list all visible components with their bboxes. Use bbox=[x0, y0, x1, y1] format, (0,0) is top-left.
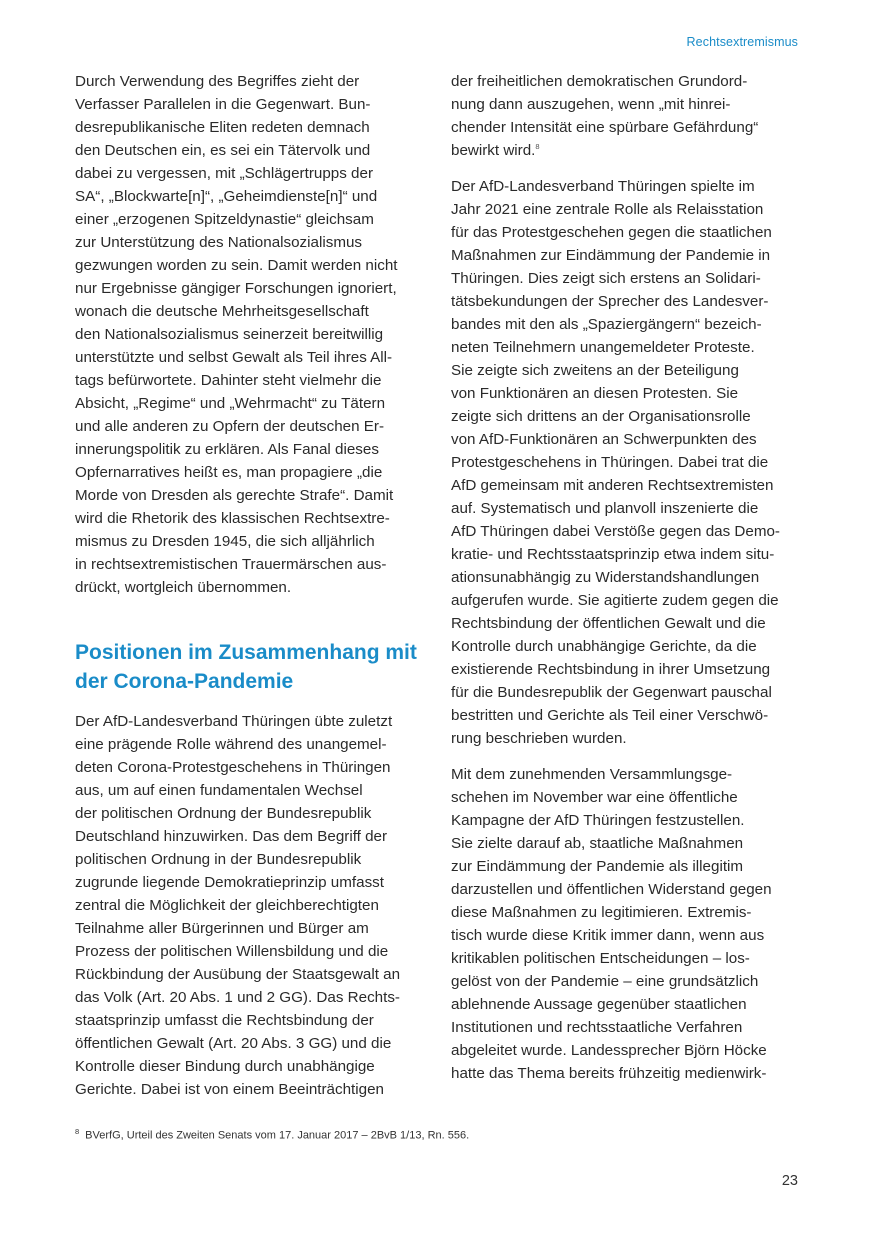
text-line: zentral die Möglichkeit der gleichberechtigten bbox=[75, 897, 379, 914]
text-line: Der AfD-Landesverband Thüringen spielte im bbox=[451, 178, 755, 195]
footnote bbox=[75, 1127, 469, 1142]
text-line: für das Protestgeschehen gegen die staatlichen bbox=[451, 224, 772, 241]
text-line: kritikablen politischen Entscheidungen – los- bbox=[451, 950, 750, 967]
text-line: Jahr 2021 eine zentrale Rolle als Relaisstation bbox=[451, 201, 764, 218]
text-line: staatsprinzip umfasst die Rechtsbindung der bbox=[75, 1012, 374, 1029]
text-line: neten Teilnehmern unangemeldeter Proteste. bbox=[451, 339, 755, 356]
text-line: nur Ergebnisse gängiger Forschungen ignoriert, bbox=[75, 280, 397, 297]
section-heading bbox=[75, 638, 423, 696]
text-line: Sie zeigte sich zweitens an der Beteiligung bbox=[451, 362, 739, 379]
footnote-text: BVerfG, Urteil des Zweiten Senats vom 17. Januar 2017 – 2BvB 1/13, Rn. 556. bbox=[85, 1129, 470, 1142]
text-line: hatte das Thema bereits frühzeitig medienwirk- bbox=[451, 1065, 767, 1082]
text-line: wonach die deutsche Mehrheitsgesellschaft bbox=[75, 303, 369, 320]
text-line: abgeleitet wurde. Landessprecher Björn Höcke bbox=[451, 1042, 767, 1059]
text-line: drückt, wortgleich übernommen. bbox=[75, 579, 292, 596]
text-line: Deutschland hinzuwirken. Das dem Begriff der bbox=[75, 828, 388, 845]
text-line: der politischen Ordnung der Bundesrepublik bbox=[75, 805, 372, 822]
text-line: Institutionen und rechtsstaatliche Verfahren bbox=[451, 1019, 743, 1036]
text-line: einer „erzogenen Spitzeldynastie“ gleichsam bbox=[75, 211, 374, 228]
text-line: den Nationalsozialismus seinerzeit bereitwillig bbox=[75, 326, 384, 343]
text-line: Sie zielte darauf ab, staatliche Maßnahmen bbox=[451, 835, 744, 852]
text-line: unterstützte und selbst Gewalt als Teil ihres All- bbox=[75, 349, 393, 366]
text-line: Verfasser Parallelen in die Gegenwart. Bun- bbox=[75, 96, 371, 113]
text-line: aus, um auf einen fundamentalen Wechsel bbox=[75, 782, 363, 799]
paragraph bbox=[451, 175, 799, 750]
text-line: zugrunde liegende Demokratieprinzip umfasst bbox=[75, 874, 384, 891]
text-line: in rechtsextremistischen Trauermärschen aus- bbox=[75, 556, 387, 573]
text-line: desrepublikanische Eliten redeten demnach bbox=[75, 119, 370, 136]
text-line: zur Eindämmung der Pandemie als illegitim bbox=[451, 858, 744, 875]
text-line: existierende Rechtsbindung in ihrer Umsetzung bbox=[451, 661, 771, 678]
text-line: SA“, „Blockwarte[n]“, „Geheimdienste[n]“ und bbox=[75, 188, 378, 205]
text-line: aufgerufen wurde. Sie agitierte zudem gegen die bbox=[451, 592, 779, 609]
right-column bbox=[451, 70, 799, 1098]
text-line: Gerichte. Dabei ist von einem Beeinträchtigen bbox=[75, 1081, 384, 1098]
text-line: Rückbindung der Ausübung der Staatsgewalt an bbox=[75, 966, 401, 983]
page-number: 23 bbox=[781, 1173, 798, 1189]
paragraph bbox=[75, 70, 423, 599]
text-line: ablehnende Aussage gegenüber staatlichen bbox=[451, 996, 747, 1013]
text-line: Mit dem zunehmenden Versammlungsge- bbox=[451, 766, 733, 783]
text-line: darzustellen und öffentlichen Widerstand gegen bbox=[451, 881, 772, 898]
text-line: AfD gemeinsam mit anderen Rechtsextremisten bbox=[451, 477, 774, 494]
text-line: kratie- und Rechtsstaatsprinzip etwa indem situ- bbox=[451, 546, 775, 563]
text-line: wird die Rhetorik des klassischen Rechtsextre- bbox=[75, 510, 390, 527]
text-line: rung beschrieben wurden. bbox=[451, 730, 627, 747]
text-line: zeigte sich drittens an der Organisationsrolle bbox=[451, 408, 751, 425]
text-line: bewirkt wird.$^8$ bbox=[451, 141, 540, 159]
left-column bbox=[75, 70, 423, 1114]
text-line: für die Bundesrepublik der Gegenwart pauschal bbox=[451, 684, 772, 701]
text-line: der freiheitlichen demokratischen Grundord- bbox=[451, 73, 748, 90]
text-line: deten Corona-Protestgeschehens in Thüringen bbox=[75, 759, 391, 776]
text-line: Opfernarratives heißt es, man propagiere „die bbox=[75, 464, 383, 481]
text-line: Thüringen. Dies zeigt sich erstens an Solidari- bbox=[451, 270, 761, 287]
text-line: Protestgeschehens in Thüringen. Dabei trat die bbox=[451, 454, 769, 471]
paragraph bbox=[451, 763, 799, 1085]
text-line: chender Intensität eine spürbare Gefährdung“ bbox=[451, 119, 759, 136]
text-line: von Funktionären an diesen Protesten. Sie bbox=[451, 385, 739, 402]
text-line: Morde von Dresden als gerechte Strafe“. Damit bbox=[75, 487, 394, 504]
text-line: öffentlichen Gewalt (Art. 20 Abs. 3 GG) und die bbox=[75, 1035, 392, 1052]
text-line: und alle anderen zu Opfern der deutschen Er- bbox=[75, 418, 385, 435]
text-line: tisch wurde diese Kritik immer dann, wenn aus bbox=[451, 927, 765, 944]
text-line: Prozess der politischen Willensbildung und die bbox=[75, 943, 389, 960]
text-line: politischen Ordnung in der Bundesrepublik bbox=[75, 851, 362, 868]
text-line: Rechtsbindung der öffentlichen Gewalt und die bbox=[451, 615, 766, 632]
text-line: nung dann auszugehen, wenn „mit hinrei- bbox=[451, 96, 731, 113]
text-line: auf. Systematisch und planvoll inszenierte die bbox=[451, 500, 759, 517]
text-line: Kampagne der AfD Thüringen festzustellen. bbox=[451, 812, 745, 829]
text-line: tags befürwortete. Dahinter steht vielmehr die bbox=[75, 372, 382, 389]
text-line: schehen im November war eine öffentliche bbox=[451, 789, 738, 806]
text-line: Teilnahme aller Bürgerinnen und Bürger am bbox=[75, 920, 369, 937]
text-line: mismus zu Dresden 1945, die sich alljährlich bbox=[75, 533, 375, 550]
text-line: bandes mit den als „Spaziergängern“ bezeich- bbox=[451, 316, 762, 333]
text-line: tätsbekundungen der Sprecher des Landesver- bbox=[451, 293, 769, 310]
text-line: Maßnahmen zur Eindämmung der Pandemie in bbox=[451, 247, 771, 264]
footnote-number: 8 bbox=[75, 1127, 80, 1136]
text-line: AfD Thüringen dabei Verstöße gegen das Demo- bbox=[451, 523, 780, 540]
text-line: diese Maßnahmen zu legitimieren. Extremis- bbox=[451, 904, 752, 921]
heading-line: Positionen im Zusammenhang mit bbox=[75, 641, 417, 664]
heading-line: der Corona-Pandemie bbox=[75, 670, 294, 693]
text-line: bestritten und Gerichte als Teil einer Verschwö- bbox=[451, 707, 769, 724]
running-header: Rechtsextremismus bbox=[686, 35, 798, 49]
text-line: das Volk (Art. 20 Abs. 1 und 2 GG). Das Rechts- bbox=[75, 989, 400, 1006]
text-line: gezwungen worden zu sein. Damit werden nicht bbox=[75, 257, 398, 274]
text-line: ationsunabhängig zu Widerstandshandlungen bbox=[451, 569, 760, 586]
footnote-reference[interactable]: 8 bbox=[535, 141, 540, 151]
text-line: Kontrolle durch unabhängige Gerichte, da die bbox=[451, 638, 757, 655]
text-line: den Deutschen ein, es sei ein Tätervolk und bbox=[75, 142, 371, 159]
text-line: von AfD-Funktionären an Schwerpunkten des bbox=[451, 431, 757, 448]
paragraph bbox=[75, 710, 423, 1101]
text-line: Durch Verwendung des Begriffes zieht der bbox=[75, 73, 360, 90]
text-line: dabei zu vergessen, mit „Schlägertrupps der bbox=[75, 165, 373, 182]
text-line: Absicht, „Regime“ und „Wehrmacht“ zu Tätern bbox=[75, 395, 386, 412]
text-line: innerungspolitik zu erklären. Als Fanal dieses bbox=[75, 441, 379, 458]
text-line: Der AfD-Landesverband Thüringen übte zuletzt bbox=[75, 713, 393, 730]
text-line: Kontrolle dieser Bindung durch unabhängige bbox=[75, 1058, 375, 1075]
text-line: zur Unterstützung des Nationalsozialismus bbox=[75, 234, 363, 251]
paragraph bbox=[451, 70, 799, 162]
text-line: eine prägende Rolle während des unangemel- bbox=[75, 736, 387, 753]
text-line: gelöst von der Pandemie – eine grundsätzlich bbox=[451, 973, 759, 990]
